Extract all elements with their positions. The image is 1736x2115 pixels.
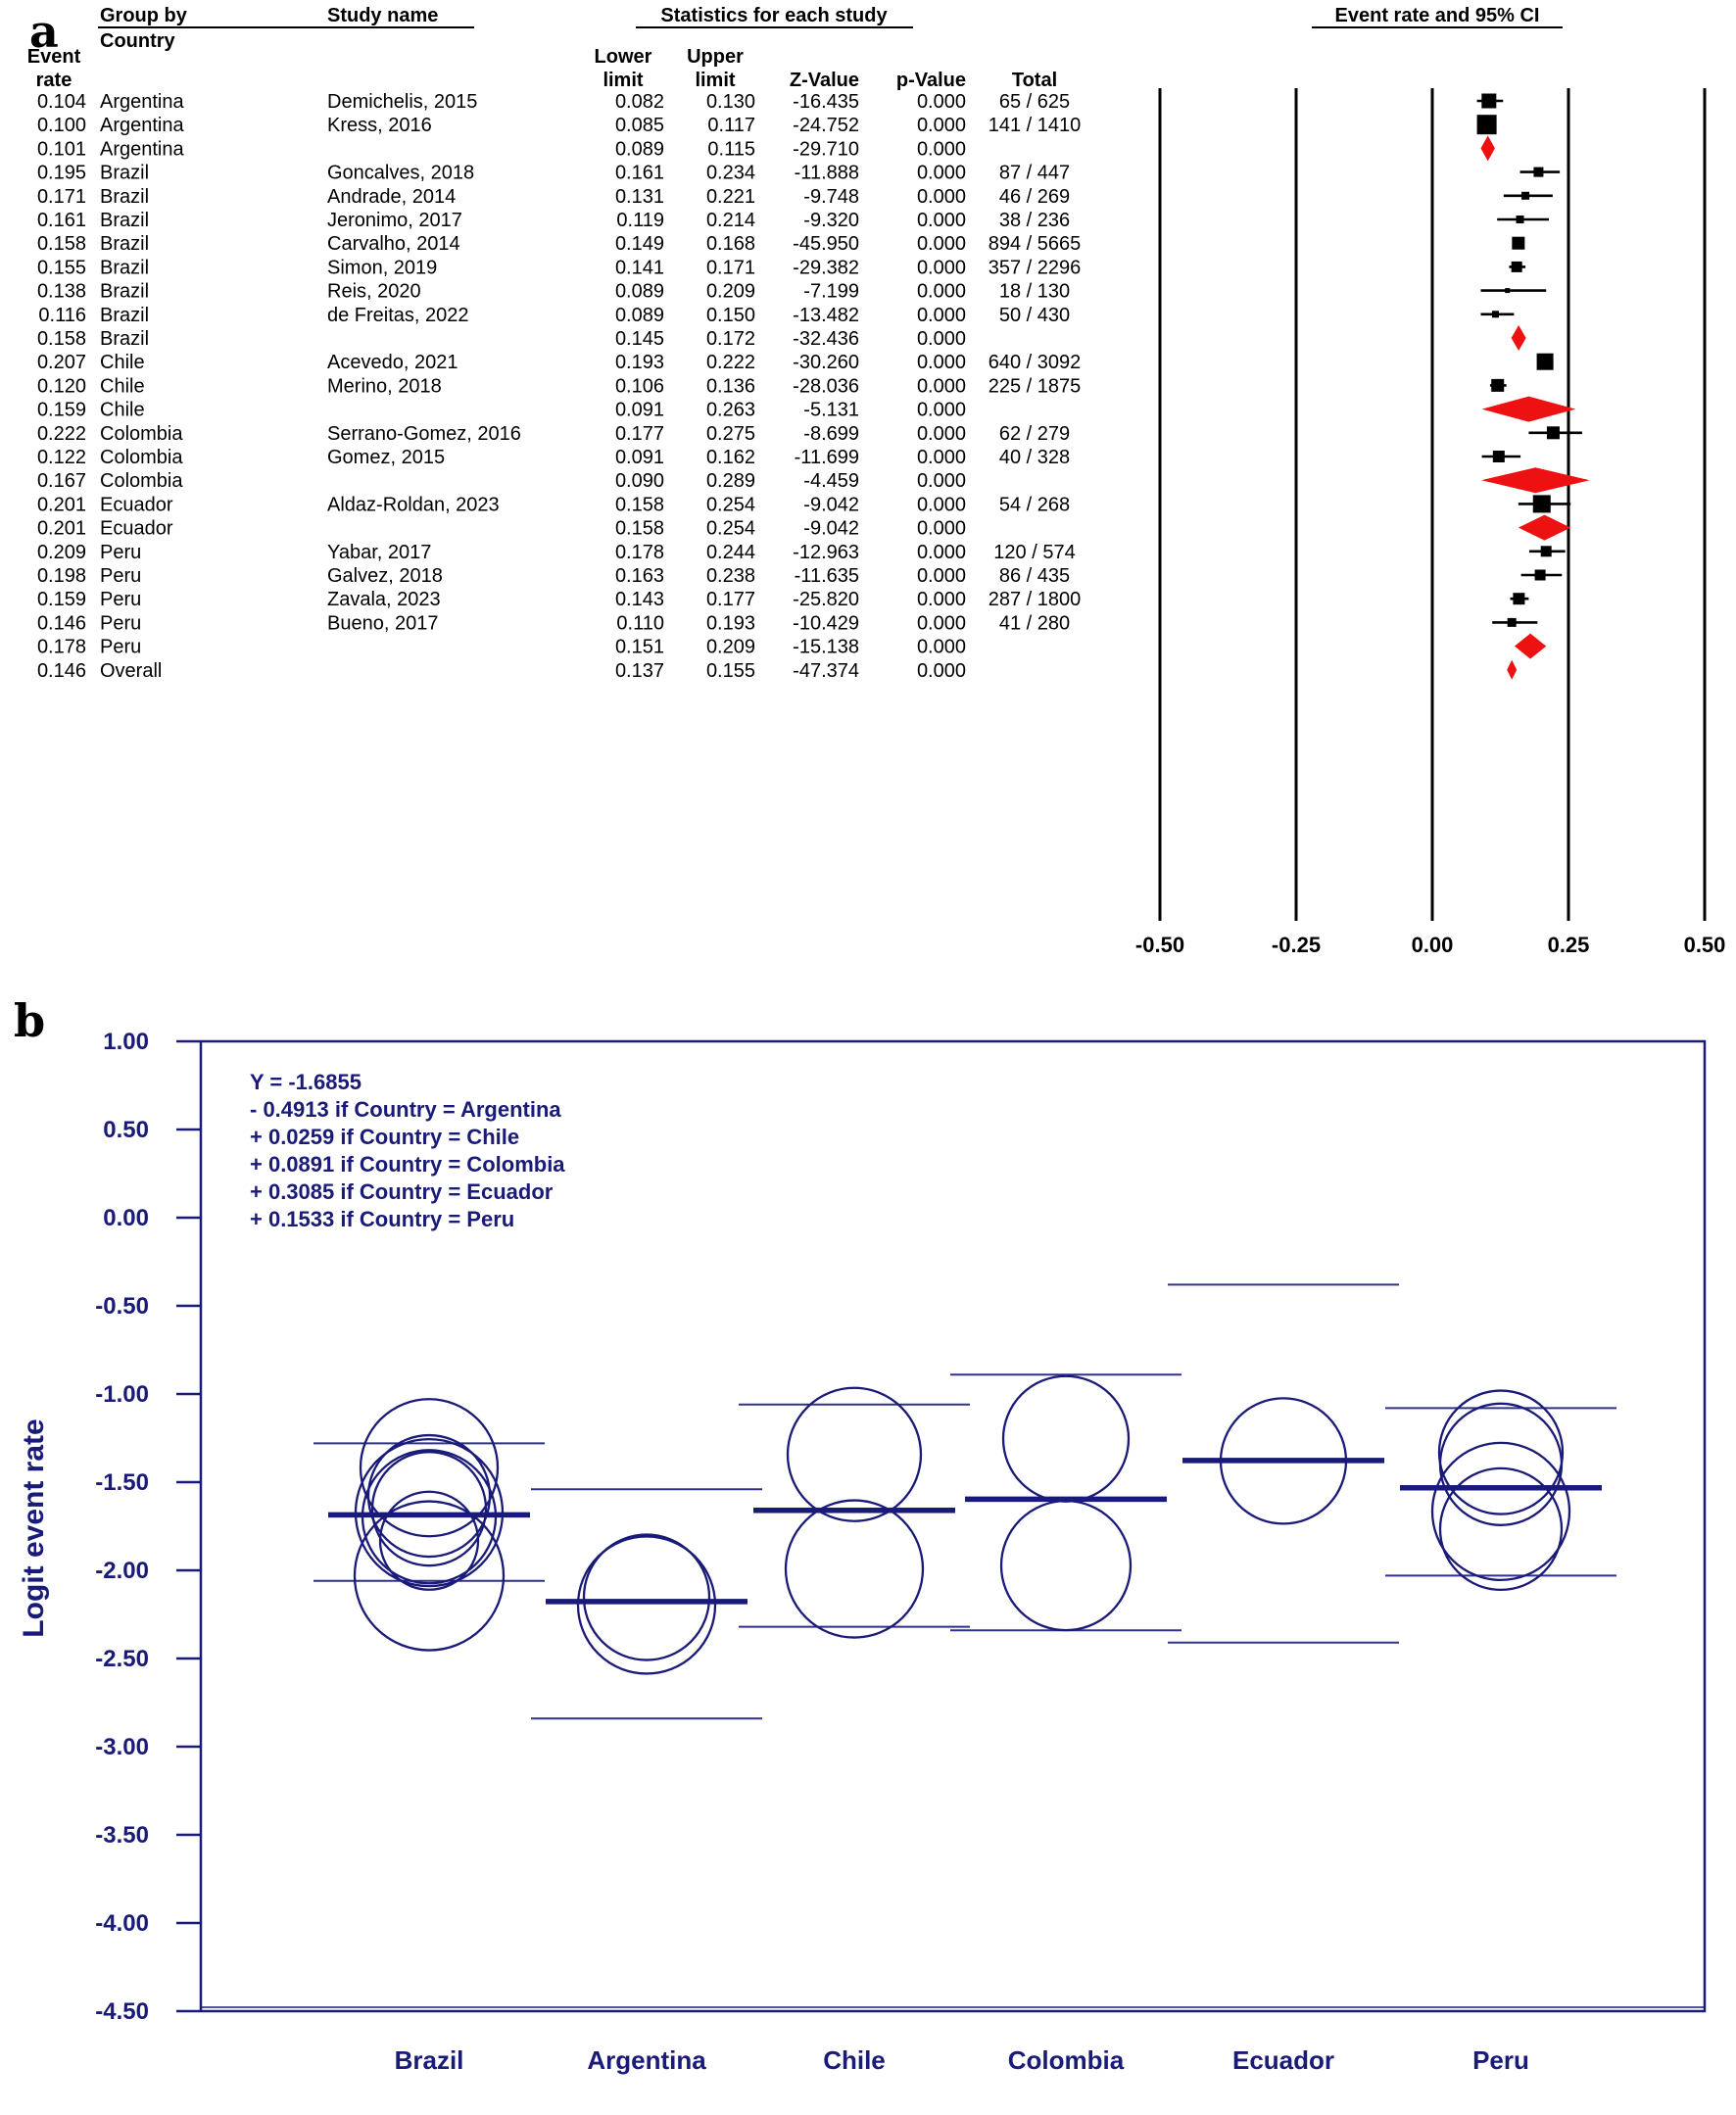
cell-group: Peru <box>100 565 142 587</box>
cell-study-name: Jeronimo, 2017 <box>327 210 462 231</box>
header-z-value: Z-Value <box>789 70 859 91</box>
cell-p-value: 0.000 <box>916 304 966 326</box>
cell-upper-limit: 0.221 <box>705 185 755 208</box>
cell-event-rate: 0.222 <box>36 422 86 445</box>
cell-total: 62 / 279 <box>998 422 1071 445</box>
cell-z-value: -15.138 <box>793 636 859 658</box>
cell-z-value: -47.374 <box>793 659 859 682</box>
cell-z-value: -9.042 <box>803 494 859 516</box>
cell-total: 86 / 435 <box>998 565 1071 587</box>
cell-study-name: Andrade, 2014 <box>327 185 457 208</box>
header-upper-limit-line1: Upper <box>687 46 744 68</box>
cell-upper-limit: 0.209 <box>705 636 755 658</box>
y-axis-tick-label: -4.00 <box>95 1910 149 1937</box>
cell-p-value: 0.000 <box>916 257 966 279</box>
cell-upper-limit: 0.244 <box>705 541 755 563</box>
header-lower-limit-line1: Lower <box>594 46 652 68</box>
cell-study-name: Goncalves, 2018 <box>327 162 475 184</box>
cell-upper-limit: 0.130 <box>705 91 755 113</box>
cell-upper-limit: 0.162 <box>705 447 755 468</box>
cell-event-rate: 0.171 <box>36 185 86 208</box>
cell-group: Chile <box>100 375 145 398</box>
cell-lower-limit: 0.085 <box>614 115 664 137</box>
cell-upper-limit: 0.209 <box>705 280 755 303</box>
cell-total: 357 / 2296 <box>988 257 1082 279</box>
panel-b-label: b <box>14 994 46 1047</box>
cell-p-value: 0.000 <box>916 185 966 208</box>
cell-lower-limit: 0.149 <box>614 233 664 256</box>
cell-total: 54 / 268 <box>998 494 1071 516</box>
cell-lower-limit: 0.177 <box>614 422 664 445</box>
cell-study-name: Carvalho, 2014 <box>327 233 460 256</box>
regression-annotation-line: + 0.0891 if Country = Colombia <box>250 1152 565 1177</box>
cell-event-rate: 0.146 <box>36 612 86 635</box>
cell-z-value: -16.435 <box>793 91 859 113</box>
cell-group: Argentina <box>100 115 184 137</box>
cell-total: 640 / 3092 <box>988 352 1082 374</box>
cell-event-rate: 0.104 <box>36 91 86 113</box>
cell-event-rate: 0.100 <box>36 115 86 137</box>
study-point-square <box>1537 354 1554 370</box>
y-axis-tick-label: -4.50 <box>95 1998 149 2025</box>
y-axis-title: Logit event rate <box>18 1418 50 1638</box>
cell-group: Brazil <box>100 162 150 184</box>
study-point-square <box>1512 237 1524 250</box>
header-p-value: p-Value <box>895 70 966 91</box>
cell-upper-limit: 0.171 <box>705 257 755 279</box>
cell-event-rate: 0.161 <box>36 210 86 231</box>
cell-group: Chile <box>100 399 145 421</box>
cell-lower-limit: 0.161 <box>614 162 664 184</box>
cell-lower-limit: 0.089 <box>614 280 664 303</box>
cell-p-value: 0.000 <box>916 659 966 682</box>
cell-group: Brazil <box>100 233 150 256</box>
cell-p-value: 0.000 <box>916 91 966 113</box>
cell-z-value: -29.382 <box>793 257 859 279</box>
header-upper-limit-line2: limit <box>695 70 736 91</box>
header-study-name: Study name <box>327 5 439 26</box>
cell-upper-limit: 0.222 <box>705 352 755 374</box>
forest-axis-tick-label: -0.50 <box>1134 933 1185 957</box>
cell-p-value: 0.000 <box>916 612 966 635</box>
cell-z-value: -9.042 <box>803 517 859 540</box>
cell-z-value: -10.429 <box>793 612 859 635</box>
cell-p-value: 0.000 <box>916 328 966 350</box>
cell-event-rate: 0.116 <box>38 304 86 326</box>
cell-upper-limit: 0.168 <box>705 233 755 256</box>
cell-study-name: Aldaz-Roldan, 2023 <box>327 494 500 516</box>
cell-event-rate: 0.201 <box>36 517 86 540</box>
cell-z-value: -32.436 <box>793 328 859 350</box>
cell-lower-limit: 0.089 <box>614 304 664 326</box>
cell-upper-limit: 0.234 <box>705 162 755 184</box>
forest-axis-tick-label: 0.00 <box>1411 933 1454 957</box>
cell-upper-limit: 0.214 <box>705 210 755 231</box>
forest-axis-tick-label: 0.50 <box>1683 933 1726 957</box>
cell-z-value: -25.820 <box>793 589 859 611</box>
cell-group: Overall <box>100 659 163 682</box>
forest-axis-tick-label: -0.25 <box>1271 933 1322 957</box>
cell-z-value: -30.260 <box>793 352 859 374</box>
cell-p-value: 0.000 <box>916 636 966 658</box>
x-axis-country-label: Chile <box>823 2045 886 2075</box>
cell-lower-limit: 0.143 <box>614 589 664 611</box>
cell-study-name: Zavala, 2023 <box>327 589 441 611</box>
cell-upper-limit: 0.117 <box>707 115 755 137</box>
study-point-square <box>1512 262 1522 272</box>
cell-lower-limit: 0.163 <box>614 565 664 587</box>
cell-group: Colombia <box>100 422 183 445</box>
study-point-square <box>1547 426 1560 439</box>
cell-total: 287 / 1800 <box>988 589 1082 611</box>
cell-p-value: 0.000 <box>916 494 966 516</box>
study-point-square <box>1541 546 1552 556</box>
header-event-rate-line1: Event <box>26 46 81 68</box>
cell-p-value: 0.000 <box>916 589 966 611</box>
cell-group: Colombia <box>100 470 183 493</box>
study-point-square <box>1477 115 1497 134</box>
cell-event-rate: 0.159 <box>36 589 86 611</box>
cell-study-name: Kress, 2016 <box>327 115 432 137</box>
cell-group: Chile <box>100 352 145 374</box>
header-event-rate-line2: rate <box>35 70 72 91</box>
cell-upper-limit: 0.150 <box>705 304 755 326</box>
y-axis-tick-label: 1.00 <box>103 1029 149 1055</box>
cell-lower-limit: 0.090 <box>614 470 664 493</box>
study-point-square <box>1517 216 1524 223</box>
cell-study-name: de Freitas, 2022 <box>327 304 469 326</box>
y-axis-tick-label: -2.50 <box>95 1646 149 1672</box>
cell-z-value: -45.950 <box>793 233 859 256</box>
cell-event-rate: 0.209 <box>36 541 86 563</box>
cell-study-name: Demichelis, 2015 <box>327 91 478 113</box>
cell-event-rate: 0.158 <box>36 328 86 350</box>
cell-z-value: -8.699 <box>803 422 859 445</box>
regression-annotation-line: + 0.1533 if Country = Peru <box>250 1207 515 1231</box>
header-total: Total <box>1011 70 1058 91</box>
cell-event-rate: 0.101 <box>36 138 86 161</box>
y-axis-tick-label: -1.50 <box>95 1469 149 1496</box>
cell-total: 38 / 236 <box>998 210 1071 231</box>
header-lower-limit-line2: limit <box>603 70 644 91</box>
cell-z-value: -13.482 <box>793 304 859 326</box>
cell-group: Peru <box>100 589 142 611</box>
cell-total: 65 / 625 <box>998 91 1071 113</box>
cell-event-rate: 0.201 <box>36 494 86 516</box>
x-axis-country-label: Argentina <box>587 2045 706 2075</box>
cell-event-rate: 0.120 <box>36 375 86 398</box>
cell-group: Brazil <box>100 304 150 326</box>
cell-total: 120 / 574 <box>993 541 1076 563</box>
x-axis-country-label: Colombia <box>1007 2045 1125 2075</box>
cell-event-rate: 0.167 <box>36 470 86 493</box>
cell-z-value: -11.699 <box>794 447 859 468</box>
cell-p-value: 0.000 <box>916 210 966 231</box>
cell-study-name: Serrano-Gomez, 2016 <box>327 422 521 445</box>
cell-z-value: -4.459 <box>803 470 859 493</box>
y-axis-tick-label: -3.50 <box>95 1822 149 1849</box>
regression-annotation-line: + 0.3085 if Country = Ecuador <box>250 1179 554 1204</box>
header-plot: Event rate and 95% CI <box>1334 5 1540 26</box>
cell-upper-limit: 0.238 <box>705 565 755 587</box>
forest-axis-tick-label: 0.25 <box>1547 933 1590 957</box>
study-point-square <box>1535 570 1546 581</box>
cell-event-rate: 0.207 <box>36 352 86 374</box>
y-axis-tick-label: -0.50 <box>95 1293 149 1320</box>
cell-study-name: Simon, 2019 <box>327 257 438 279</box>
cell-p-value: 0.000 <box>916 470 966 493</box>
cell-event-rate: 0.146 <box>36 659 86 682</box>
cell-upper-limit: 0.193 <box>705 612 755 635</box>
cell-total: 40 / 328 <box>998 447 1071 468</box>
cell-group: Ecuador <box>100 517 173 540</box>
cell-group: Ecuador <box>100 494 173 516</box>
cell-upper-limit: 0.254 <box>705 517 755 540</box>
cell-group: Colombia <box>100 447 183 468</box>
cell-group: Brazil <box>100 328 150 350</box>
cell-group: Argentina <box>100 138 184 161</box>
cell-upper-limit: 0.155 <box>705 659 755 682</box>
cell-z-value: -9.320 <box>803 210 859 231</box>
study-point-square <box>1533 495 1551 512</box>
cell-lower-limit: 0.158 <box>614 517 664 540</box>
cell-event-rate: 0.159 <box>36 399 86 421</box>
cell-lower-limit: 0.158 <box>614 494 664 516</box>
cell-event-rate: 0.155 <box>36 257 86 279</box>
cell-p-value: 0.000 <box>916 375 966 398</box>
cell-p-value: 0.000 <box>916 541 966 563</box>
cell-lower-limit: 0.091 <box>614 399 664 421</box>
cell-p-value: 0.000 <box>916 399 966 421</box>
cell-upper-limit: 0.275 <box>705 422 755 445</box>
cell-total: 41 / 280 <box>998 612 1071 635</box>
study-point-square <box>1505 288 1510 293</box>
cell-study-name: Acevedo, 2021 <box>327 352 458 374</box>
cell-event-rate: 0.158 <box>36 233 86 256</box>
cell-p-value: 0.000 <box>916 565 966 587</box>
cell-lower-limit: 0.091 <box>614 447 664 468</box>
cell-study-name: Galvez, 2018 <box>327 565 443 587</box>
cell-group: Peru <box>100 612 142 635</box>
cell-p-value: 0.000 <box>916 162 966 184</box>
cell-group: Brazil <box>100 257 150 279</box>
cell-study-name: Merino, 2018 <box>327 375 442 398</box>
cell-lower-limit: 0.089 <box>614 138 664 161</box>
cell-event-rate: 0.138 <box>36 280 86 303</box>
header-country: Country <box>100 30 175 52</box>
cell-event-rate: 0.178 <box>36 636 86 658</box>
cell-lower-limit: 0.137 <box>614 659 664 682</box>
cell-p-value: 0.000 <box>916 233 966 256</box>
cell-z-value: -29.710 <box>793 138 859 161</box>
cell-upper-limit: 0.254 <box>705 494 755 516</box>
cell-study-name: Yabar, 2017 <box>327 541 432 563</box>
cell-z-value: -11.888 <box>794 162 859 184</box>
cell-event-rate: 0.195 <box>36 162 86 184</box>
cell-lower-limit: 0.145 <box>614 328 664 350</box>
cell-total: 18 / 130 <box>998 280 1071 303</box>
regression-annotation-line: Y = -1.6855 <box>250 1070 362 1094</box>
cell-z-value: -9.748 <box>803 185 859 208</box>
y-axis-tick-label: -1.00 <box>95 1381 149 1408</box>
cell-z-value: -24.752 <box>793 115 859 137</box>
cell-lower-limit: 0.106 <box>614 375 664 398</box>
y-axis-tick-label: -2.00 <box>95 1558 149 1584</box>
study-point-square <box>1533 168 1543 177</box>
cell-total: 141 / 1410 <box>988 115 1082 137</box>
cell-lower-limit: 0.110 <box>616 612 664 635</box>
regression-annotation-line: - 0.4913 if Country = Argentina <box>250 1097 561 1122</box>
cell-study-name: Reis, 2020 <box>327 280 421 303</box>
cell-lower-limit: 0.141 <box>614 257 664 279</box>
study-point-square <box>1491 379 1504 392</box>
cell-study-name: Gomez, 2015 <box>327 447 446 468</box>
cell-p-value: 0.000 <box>916 447 966 468</box>
study-point-square <box>1481 94 1496 109</box>
study-point-square <box>1521 192 1529 200</box>
cell-z-value: -12.963 <box>793 541 859 563</box>
y-axis-tick-label: -3.00 <box>95 1734 149 1760</box>
cell-z-value: -5.131 <box>803 399 859 421</box>
cell-total: 87 / 447 <box>998 162 1071 184</box>
x-axis-country-label: Brazil <box>394 2045 464 2075</box>
cell-upper-limit: 0.263 <box>705 399 755 421</box>
cell-group: Brazil <box>100 210 150 231</box>
header-group-by: Group by <box>100 5 187 26</box>
cell-event-rate: 0.122 <box>36 447 86 468</box>
y-axis-tick-label: 0.50 <box>103 1117 149 1143</box>
cell-lower-limit: 0.151 <box>614 636 664 658</box>
cell-upper-limit: 0.289 <box>705 470 755 493</box>
cell-p-value: 0.000 <box>916 352 966 374</box>
cell-upper-limit: 0.115 <box>707 138 755 161</box>
cell-total: 225 / 1875 <box>988 375 1082 398</box>
cell-z-value: -11.635 <box>794 565 859 587</box>
cell-upper-limit: 0.177 <box>705 589 755 611</box>
cell-lower-limit: 0.119 <box>616 210 664 231</box>
x-axis-country-label: Peru <box>1472 2045 1529 2075</box>
cell-p-value: 0.000 <box>916 138 966 161</box>
header-statistics: Statistics for each study <box>660 5 888 26</box>
cell-p-value: 0.000 <box>916 422 966 445</box>
cell-study-name: Bueno, 2017 <box>327 612 439 635</box>
study-point-square <box>1508 618 1517 627</box>
cell-total: 46 / 269 <box>998 185 1071 208</box>
cell-z-value: -7.199 <box>803 280 859 303</box>
study-point-square <box>1493 451 1505 462</box>
cell-total: 894 / 5665 <box>988 233 1082 256</box>
cell-p-value: 0.000 <box>916 280 966 303</box>
cell-upper-limit: 0.136 <box>705 375 755 398</box>
cell-total: 50 / 430 <box>998 304 1071 326</box>
cell-lower-limit: 0.178 <box>614 541 664 563</box>
cell-group: Brazil <box>100 185 150 208</box>
cell-z-value: -28.036 <box>793 375 859 398</box>
regression-annotation-line: + 0.0259 if Country = Chile <box>250 1125 520 1149</box>
study-point-square <box>1492 311 1499 317</box>
cell-group: Peru <box>100 636 142 658</box>
cell-group: Peru <box>100 541 142 563</box>
cell-lower-limit: 0.082 <box>614 91 664 113</box>
panel-a-label: a <box>29 5 59 58</box>
cell-p-value: 0.000 <box>916 115 966 137</box>
y-axis-tick-label: 0.00 <box>103 1205 149 1231</box>
cell-lower-limit: 0.131 <box>614 185 664 208</box>
cell-event-rate: 0.198 <box>36 565 86 587</box>
x-axis-country-label: Ecuador <box>1231 2045 1335 2075</box>
study-point-square <box>1513 593 1524 604</box>
cell-upper-limit: 0.172 <box>705 328 755 350</box>
cell-lower-limit: 0.193 <box>614 352 664 374</box>
cell-group: Brazil <box>100 280 150 303</box>
cell-p-value: 0.000 <box>916 517 966 540</box>
cell-group: Argentina <box>100 91 184 113</box>
